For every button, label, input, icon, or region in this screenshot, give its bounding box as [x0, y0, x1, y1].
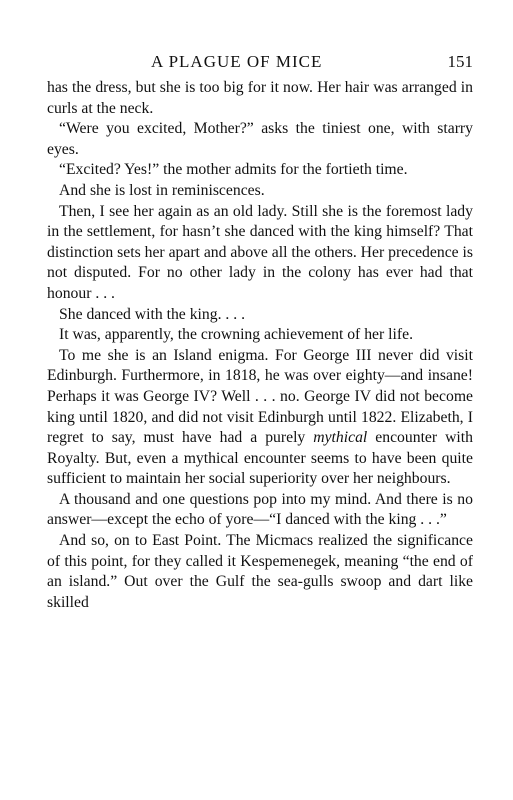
paragraph-text: A thousand and one questions pop into my mind. And there is no answer—except the echo of yore—“I danced with the king . . .”: [47, 490, 473, 529]
paragraph: [47, 160, 473, 181]
paragraph-text: has the dress, but she is too big for it now. Her hair was arranged in curls at the neck.: [47, 79, 473, 117]
running-head: [47, 52, 473, 78]
italic-text: mythical: [313, 429, 368, 447]
paragraph-text: “Excited? Yes!” the mother admits for the fortieth time.: [59, 161, 408, 179]
paragraph: [47, 181, 473, 202]
paragraph: [47, 346, 473, 490]
running-title: A PLAGUE OF MICE: [151, 52, 323, 71]
paragraph: [47, 202, 473, 305]
paragraph-text: Then, I see her again as an old lady. Still she is the foremost lady in the settlement, for hasn’t she danced with the king himself? That distinction sets her apart and above all the others. Her precedence is not disputed. For no other lady in the colony has ever had that honour . . .: [47, 202, 474, 302]
paragraph-text: encounter with Royalty. But, even a mythical encounter seems to have been quite sufficient to maintain her social superiority over her neighbours.: [47, 429, 473, 488]
paragraph-text: It was, apparently, the crowning achievement of her life.: [59, 326, 413, 344]
body-text: [47, 78, 473, 613]
paragraph: [47, 78, 473, 119]
book-page: [47, 52, 473, 613]
paragraph-text: And she is lost in reminiscences.: [59, 181, 265, 199]
paragraph-text: She danced with the king. . . .: [59, 305, 246, 323]
paragraph: [47, 325, 473, 346]
page-number: 151: [447, 52, 473, 71]
paragraph: [47, 531, 473, 613]
paragraph: [47, 119, 473, 160]
paragraph-text: And so, on to East Point. The Micmacs realized the significance of this point, for they called it Kespemenegek, meaning “the end of an island.” Out over the Gulf the sea-gulls swoop and dart like skilled: [47, 532, 473, 611]
paragraph: [47, 490, 473, 531]
paragraph-text: To me she is an Island enigma. For George III never did visit Edinburgh. Furthermore, in 1818, he was over eighty—and insane! Perhaps it was George IV? Well . . . no. George IV did not become king until 1820, and did not visit Edinburgh until 1822. Elizabeth, I regret to say, must have had a purely: [47, 346, 473, 447]
paragraph: [47, 305, 473, 326]
paragraph-text: “Were you excited, Mother?” asks the tiniest one, with starry eyes.: [47, 120, 473, 158]
